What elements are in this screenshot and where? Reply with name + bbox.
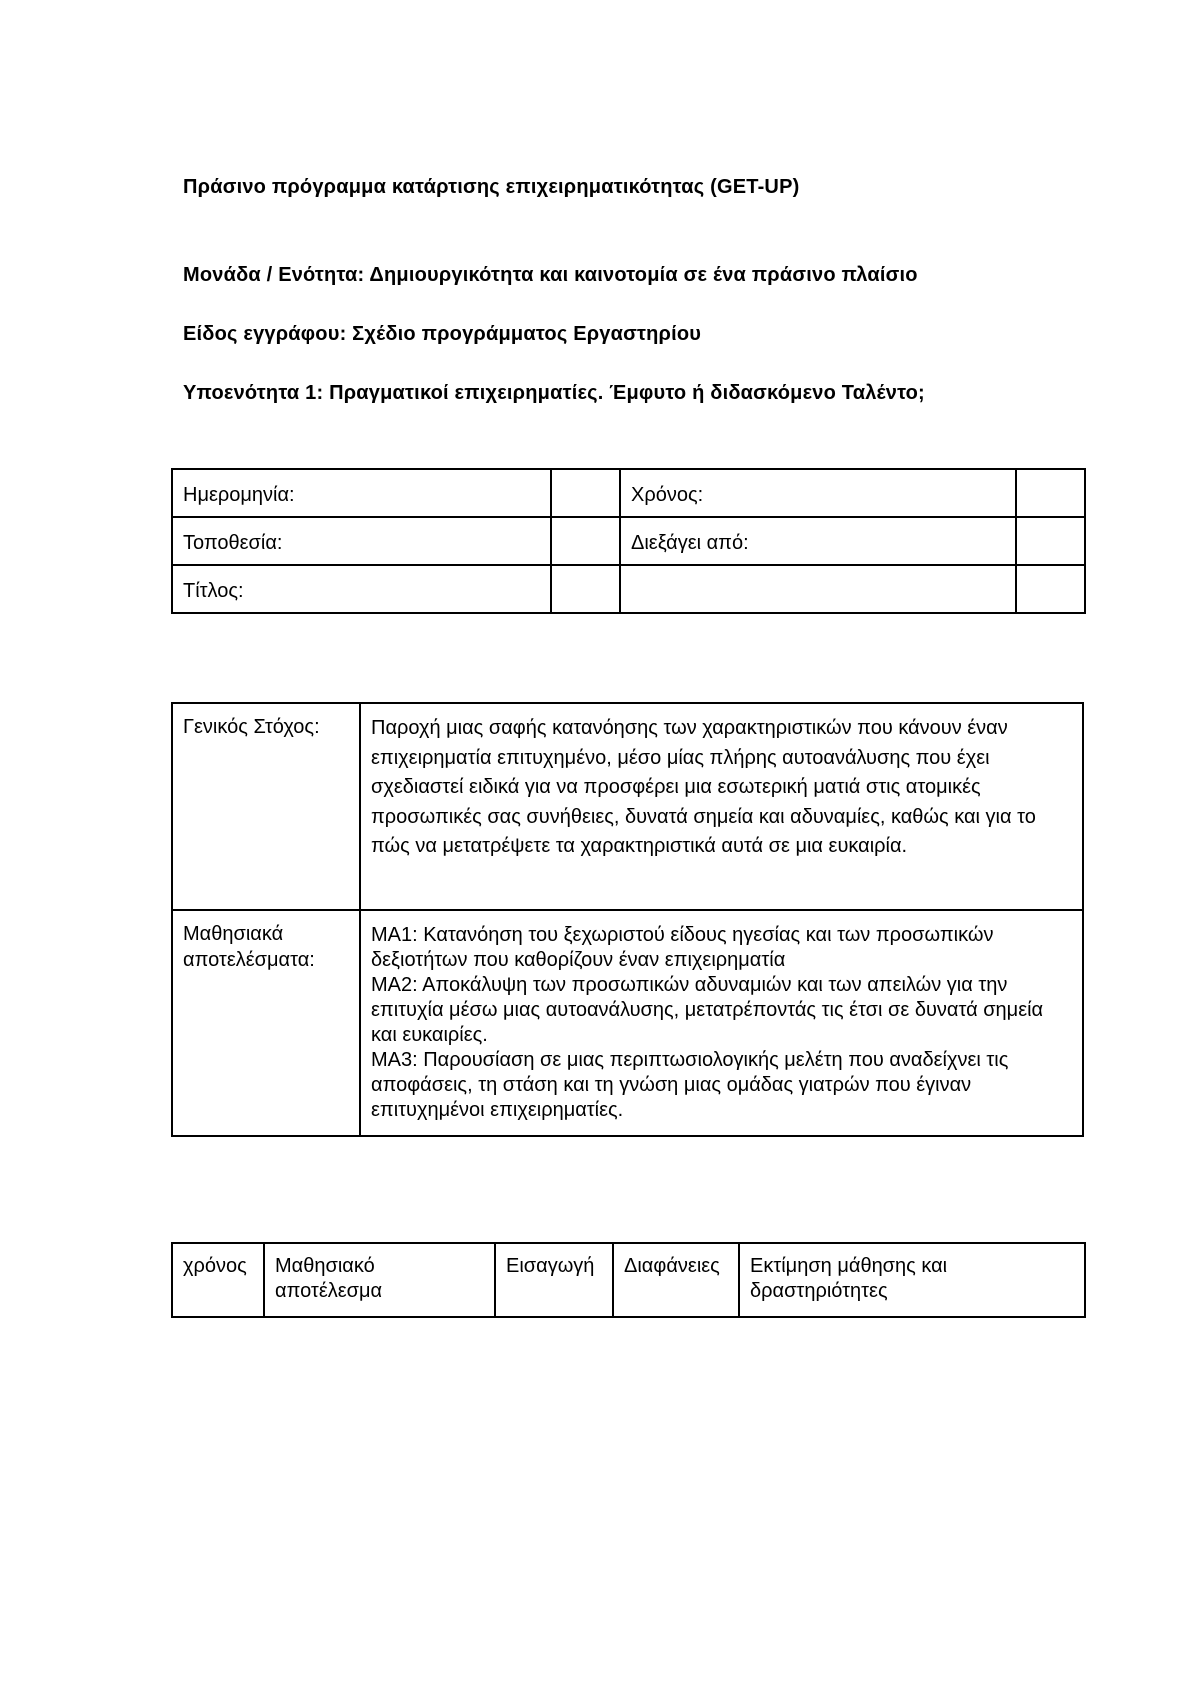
program-title: Πράσινο πρόγραμμα κατάρτισης επιχειρηματικότητας (GET-UP) [183,176,800,198]
conducted-by-label: Διεξάγει από: [620,517,1016,565]
time-label: Χρόνος: [620,469,1016,517]
learning-outcomes-label: Μαθησιακά αποτελέσματα: [172,910,360,1136]
location-value-cell[interactable] [551,517,620,565]
module-heading: Μονάδα / Ενότητα: Δημιουργικότητα και καινοτομία σε ένα πράσινο πλαίσιο [183,264,918,286]
column-header-time: χρόνος [172,1243,264,1317]
location-label: Τοποθεσία: [172,517,551,565]
table-header-row [172,1243,1085,1317]
session-plan-table [171,1242,1086,1318]
table-row [172,910,1083,1136]
title-label: Τίτλος: [172,565,551,613]
info-table [171,468,1086,614]
learning-outcome-1: ΜΑ1: Κατανόηση του ξεχωριστού είδους ηγεσίας και των προσωπικών δεξιοτήτων που καθορίζουν έναν επιχειρηματία [371,924,994,971]
date-label: Ημερομηνία: [172,469,551,517]
empty-cell[interactable] [1016,565,1085,613]
goals-table [171,702,1084,1137]
column-header-learning-outcome: Μαθησιακό αποτέλεσμα [264,1243,495,1317]
table-row [172,703,1083,910]
learning-outcome-3: ΜΑ3: Παρουσίαση σε μιας περιπτωσιολογικής μελέτη που αναδείχνει τις αποφάσεις, τη στάση και τη γνώση μιας ομάδας γιατρών που έγιναν επιτυχημένοι επιχειρηματίες. [371,1049,1009,1121]
subunit-heading: Υποενότητα 1: Πραγματικοί επιχειρηματίες. Έμφυτο ή διδασκόμενο Ταλέντο; [183,382,925,404]
table-row [172,565,1085,613]
column-header-assessment: Εκτίμηση μάθησης και δραστηριότητες [739,1243,1085,1317]
learning-outcome-2: ΜΑ2: Αποκάλυψη των προσωπικών αδυναμιών και των απειλών για την επιτυχία μέσω μιας αυτοανάλυσης, μετατρέποντάς τις έτσι σε δυνατά σημεία και ευκαιρίες. [371,974,1044,1046]
general-goal-text: Παροχή μιας σαφής κατανόησης των χαρακτηριστικών που κάνουν έναν επιχειρηματία επιτυχημένο, μέσο μίας πλήρης αυτοανάλυσης που έχει σχεδιαστεί ειδικά για να προσφέρει μια εσωτερική ματιά στις ατομικές προσωπικές σας συνήθειες, δυνατά σημεία και αδυναμίες, καθώς και για το πώς να μετατρέψετε τα χαρακτηριστικά αυτά σε μια ευκαιρία. [360,703,1083,910]
empty-cell[interactable] [620,565,1016,613]
time-value-cell[interactable] [1016,469,1085,517]
column-header-introduction: Εισαγωγή [495,1243,613,1317]
table-row [172,517,1085,565]
document-type-heading: Είδος εγγράφου: Σχέδιο προγράμματος Εργαστηρίου [183,323,702,345]
column-header-slides: Διαφάνειες [613,1243,739,1317]
general-goal-label: Γενικός Στόχος: [172,703,360,910]
learning-outcomes-list [360,910,1083,1136]
table-row [172,469,1085,517]
title-value-cell[interactable] [551,565,620,613]
conducted-by-value-cell[interactable] [1016,517,1085,565]
date-value-cell[interactable] [551,469,620,517]
